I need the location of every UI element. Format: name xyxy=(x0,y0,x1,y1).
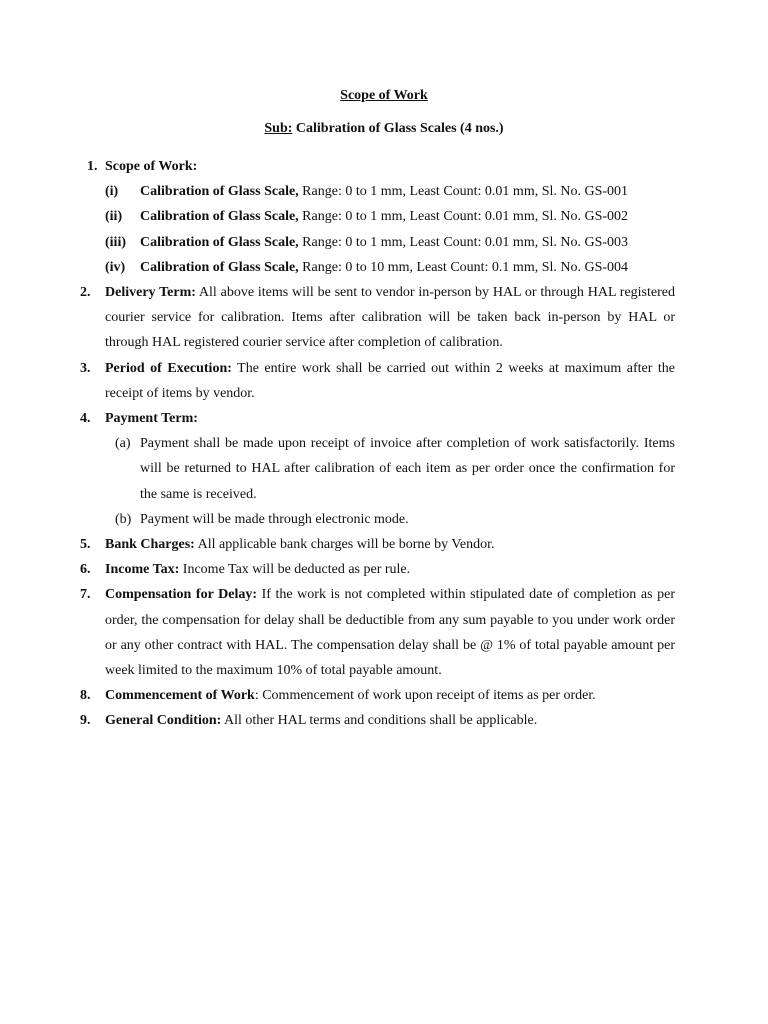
scope-item-number: (iv) xyxy=(105,259,126,275)
section-3 xyxy=(80,356,675,406)
section-text: : Commencement of work upon receipt of items as per order. xyxy=(254,688,596,704)
scope-item-text: Range: 0 to 1 mm, Least Count: 0.01 mm, Sl. No. GS-001 xyxy=(298,184,629,200)
section-6 xyxy=(80,557,675,582)
scope-item-text: Range: 0 to 10 mm, Least Count: 0.1 mm, Sl. No. GS-004 xyxy=(298,259,629,275)
section-number: 8. xyxy=(80,688,91,704)
scope-item-3 xyxy=(105,230,675,255)
terms-list xyxy=(80,154,675,734)
scope-item-heading: Calibration of Glass Scale, xyxy=(140,259,299,275)
section-heading: Compensation for Delay: xyxy=(105,587,258,603)
section-1 xyxy=(80,154,675,280)
section-text: Income Tax will be deducted as per rule. xyxy=(179,562,411,578)
section-heading: Commencement of Work xyxy=(105,688,255,704)
section-number: 6. xyxy=(80,562,91,578)
payment-item-text: Payment shall be made upon receipt of invoice after completion of work satisfactorily. Items will be returned to HAL after calibration of each item as per order once the confirmation for the same is received. xyxy=(140,436,675,502)
section-number: 2. xyxy=(80,285,91,301)
scope-item-2 xyxy=(105,204,675,229)
payment-item-a xyxy=(105,431,675,507)
section-text: The entire work shall be carried out within 2 weeks at maximum after the receipt of items by vendor. xyxy=(105,360,675,401)
section-text: If the work is not completed within stipulated date of completion as per order, the compensation for delay shall be deductible from any sum payable to you under work order or any other contract with HAL. The compensation delay shall be @ 1% of total payable amount per week limited to the maximum 10% of total payable amount. xyxy=(105,587,676,679)
section-7 xyxy=(80,582,675,683)
section-number: 9. xyxy=(80,713,91,729)
section-number: 7. xyxy=(80,587,91,603)
section-heading: Scope of Work: xyxy=(105,159,198,174)
payment-item-number: (a) xyxy=(115,436,131,452)
section-number: 3. xyxy=(80,360,91,376)
section-4 xyxy=(80,406,675,532)
payment-item-number: (b) xyxy=(115,511,132,527)
scope-item-1 xyxy=(105,179,675,204)
section-number: 1. xyxy=(87,159,98,174)
scope-item-heading: Calibration of Glass Scale, xyxy=(140,209,299,225)
scope-item-heading: Calibration of Glass Scale, xyxy=(140,184,299,200)
section-heading: Bank Charges: xyxy=(105,537,195,553)
payment-item-b xyxy=(105,507,675,532)
scope-item-4 xyxy=(105,255,675,280)
section-text: All above items will be sent to vendor in-person by HAL or through HAL registered courier service for calibration. Items after calibration will be taken back in-person by HAL or through HAL registered courier service after completion of calibration. xyxy=(105,285,675,351)
section-5 xyxy=(80,532,675,557)
scope-item-number: (i) xyxy=(105,184,119,200)
section-heading: Payment Term: xyxy=(105,411,198,427)
section-text: All applicable bank charges will be borne by Vendor. xyxy=(194,537,495,553)
payment-item-text: Payment will be made through electronic mode. xyxy=(140,511,409,527)
scope-item-number: (ii) xyxy=(105,209,123,225)
page-title xyxy=(0,88,768,104)
subtitle-label: Sub: xyxy=(264,121,293,136)
title-text: Scope of Work xyxy=(340,88,428,103)
section-2 xyxy=(80,280,675,356)
section-heading: Delivery Term: xyxy=(105,285,196,301)
section-number: 5. xyxy=(80,537,91,553)
scope-item-heading: Calibration of Glass Scale, xyxy=(140,234,299,250)
scope-item-number: (iii) xyxy=(105,234,126,250)
section-9 xyxy=(80,708,675,733)
scope-item-text: Range: 0 to 1 mm, Least Count: 0.01 mm, Sl. No. GS-003 xyxy=(298,234,629,250)
section-heading: Income Tax: xyxy=(105,562,180,578)
section-heading: General Condition: xyxy=(105,713,222,729)
page-subtitle xyxy=(0,121,768,137)
section-text: All other HAL terms and conditions shall be applicable. xyxy=(221,713,538,729)
subtitle-text: Calibration of Glass Scales (4 nos.) xyxy=(292,121,504,136)
scope-item-text: Range: 0 to 1 mm, Least Count: 0.01 mm, Sl. No. GS-002 xyxy=(298,209,629,225)
section-heading: Period of Execution: xyxy=(105,360,232,376)
section-8 xyxy=(80,683,675,708)
section-number: 4. xyxy=(80,411,91,427)
